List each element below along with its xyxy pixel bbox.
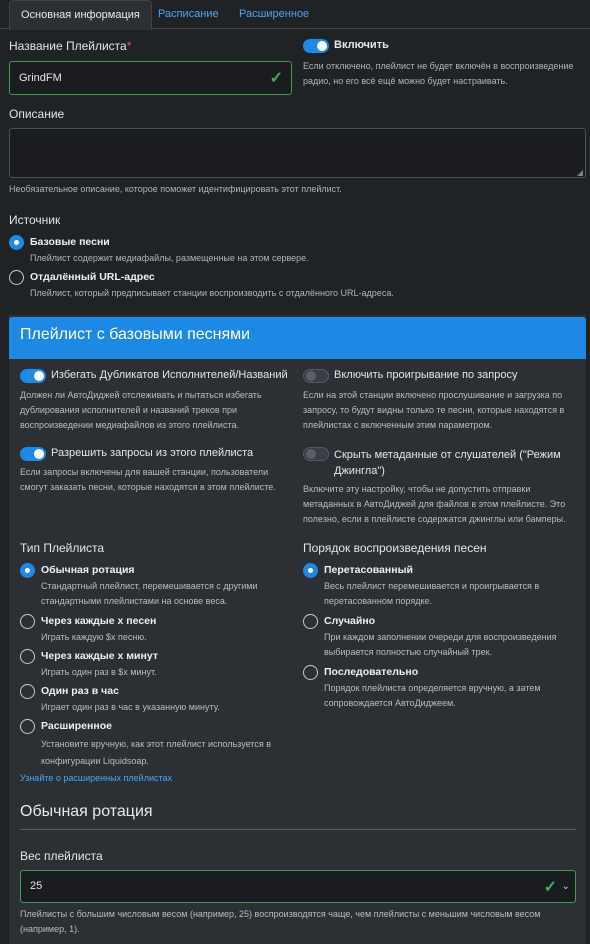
tab-basic-info[interactable]: Основная информация <box>9 0 152 30</box>
type-advanced-radio[interactable] <box>20 719 35 734</box>
help-line: сопровождается АвтоДиджеем. <box>324 698 456 708</box>
source-local-label: Базовые песни <box>30 236 110 248</box>
jingle-mode-help <box>303 482 566 527</box>
type-default-label: Обычная ротация <box>41 564 135 576</box>
allow-requests-label: Разрешить запросы из этого плейлиста <box>51 447 254 459</box>
source-local-help: Плейлист содержит медиафайлы, размещенные на этом сервере. <box>30 253 309 263</box>
weight-help <box>20 907 540 937</box>
enable-help-line: Если отключено, плейлист не будет включён в воспроизведение <box>303 61 574 71</box>
type-default-help <box>41 579 258 609</box>
help-line: Весь плейлист перемешивается и проигрывается в <box>324 581 540 591</box>
help-line: Порядок плейлиста определяется вручную, а затем <box>324 683 541 693</box>
type-minutes-label: Через каждые х минут <box>41 650 158 662</box>
divider <box>20 829 576 830</box>
tab-advanced[interactable]: Расширенное <box>239 8 310 20</box>
help-line: Если на этой станции включено прослушивание и загрузка по <box>303 390 563 400</box>
playlist-type-label: Тип Плейлиста <box>20 541 105 555</box>
resize-handle-icon[interactable]: ◢ <box>576 168 583 177</box>
avoid-duplicates-label: Избегать Дубликатов Исполнителей/Названий <box>51 369 288 381</box>
rotation-heading: Обычная ротация <box>20 803 153 820</box>
playlist-name-label-text: Название Плейлиста <box>9 39 127 53</box>
help-line: При каждом заполнении очереди для воспроизведения <box>324 632 557 642</box>
order-random-label: Случайно <box>324 615 376 627</box>
order-shuffle-help <box>324 579 539 609</box>
enable-requests-help <box>303 388 564 433</box>
type-hourly-label: Один раз в час <box>41 685 119 697</box>
type-hourly-radio[interactable] <box>20 684 35 699</box>
help-line: конфигурации Liquidsoap. <box>41 756 149 766</box>
description-textarea[interactable] <box>9 128 586 178</box>
jingle-mode-toggle[interactable] <box>303 447 329 461</box>
type-advanced-label: Расширенное <box>41 720 112 732</box>
jingle-mode-label <box>334 447 561 479</box>
chevron-down-icon: ⌄ <box>561 881 570 892</box>
playback-order-label: Порядок воспроизведения песен <box>303 541 487 555</box>
check-icon: ✓ <box>269 70 283 87</box>
description-help: Необязательное описание, которое поможет идентифицировать этот плейлист. <box>9 184 342 194</box>
help-line: Стандартный плейлист, перемешивается с другими <box>41 581 258 591</box>
help-line: плейлистах с включенным этим параметром. <box>303 420 493 430</box>
check-icon: ✓ <box>543 879 557 896</box>
help-line: Если запросы включены для вашей станции, пользователи <box>20 467 269 477</box>
advanced-playlists-link[interactable]: Узнайте о расширенных плейлистах <box>20 773 173 783</box>
order-sequential-label: Последовательно <box>324 666 419 678</box>
weight-label: Вес плейлиста <box>20 849 103 863</box>
type-songs-help: Играть каждую $x песню. <box>41 632 147 642</box>
help-line: дублирования исполнителей и названий треков при <box>20 405 238 415</box>
card-title: Плейлист с базовыми песнями <box>20 326 251 343</box>
weight-select[interactable] <box>20 870 576 903</box>
source-label: Источник <box>9 213 61 227</box>
type-minutes-help: Играть один раз в $x минут. <box>41 667 157 677</box>
description-label: Описание <box>9 107 65 121</box>
tab-schedule[interactable]: Расписание <box>158 8 219 20</box>
enable-label: Включить <box>334 39 389 51</box>
allow-requests-toggle[interactable] <box>20 447 46 461</box>
source-remote-help: Плейлист, который предписывает станции воспроизводить с отдалённого URL-адреса. <box>30 288 394 298</box>
enable-requests-toggle[interactable] <box>303 369 329 383</box>
enable-toggle[interactable] <box>303 39 329 53</box>
jingle-mode-label-line: Скрыть метаданные от слушателей ("Режим <box>334 449 561 461</box>
help-line: Установите вручную, как этот плейлист используется в <box>41 739 271 749</box>
help-line: воспроизведении медиафайлов из этого плейлиста. <box>20 420 239 430</box>
help-line: перетасованном порядке. <box>324 596 432 606</box>
playlist-name-input[interactable] <box>9 61 292 95</box>
avoid-duplicates-help <box>20 388 262 433</box>
allow-requests-help <box>20 465 276 495</box>
order-sequential-radio[interactable] <box>303 665 318 680</box>
order-shuffle-radio[interactable] <box>303 563 318 578</box>
type-minutes-radio[interactable] <box>20 649 35 664</box>
jingle-mode-label-line: Джингла") <box>334 465 385 477</box>
help-line: смогут заказать песни, которые находятся в этом плейлисте. <box>20 482 276 492</box>
order-random-help <box>324 630 556 660</box>
tab-bar <box>0 0 590 29</box>
playlist-name-label <box>9 39 131 53</box>
source-local-radio[interactable] <box>9 235 24 250</box>
help-line: стандартными плейлистами на основе веса. <box>41 596 228 606</box>
help-line: Должен ли АвтоДиджей отслеживать и пытаться избегать <box>20 390 262 400</box>
help-line: (например, 1). <box>20 924 80 934</box>
required-mark: * <box>126 39 132 53</box>
help-line: полезно, если в плейлисте содержатся джинглы или бамперы. <box>303 514 566 524</box>
help-line: Включите эту настройку, чтобы не допустить отправки <box>303 484 531 494</box>
weight-value: 25 <box>30 880 43 892</box>
type-songs-radio[interactable] <box>20 614 35 629</box>
type-advanced-help <box>41 736 271 770</box>
order-random-radio[interactable] <box>303 614 318 629</box>
source-remote-radio[interactable] <box>9 270 24 285</box>
enable-help-line: радио, но его всё ещё можно будет настраивать. <box>303 76 508 86</box>
source-remote-label: Отдалённый URL-адрес <box>30 271 155 283</box>
help-line: Плейлисты с большим числовым весом (например, 25) воспроизводятся чаще, чем плейлисты с меньшим числовым весом <box>20 909 541 919</box>
help-line: запросу, то будут видны только те песни, которые находятся в <box>303 405 565 415</box>
help-line: метаданных в АвтоДиджей для файлов в этом плейлисте. Это <box>303 499 566 509</box>
enable-help <box>303 59 573 89</box>
type-default-radio[interactable] <box>20 563 35 578</box>
order-sequential-help <box>324 681 541 711</box>
playlist-name-value: GrindFM <box>19 72 62 84</box>
help-line: выбирается полностью случайный трек. <box>324 647 493 657</box>
enable-requests-label: Включить проигрывание по запросу <box>334 369 518 381</box>
order-shuffle-label: Перетасованный <box>324 564 413 576</box>
avoid-duplicates-toggle[interactable] <box>20 369 46 383</box>
type-hourly-help: Играет один раз в час в указанную минуту. <box>41 702 220 712</box>
type-songs-label: Через каждые х песен <box>41 615 157 627</box>
